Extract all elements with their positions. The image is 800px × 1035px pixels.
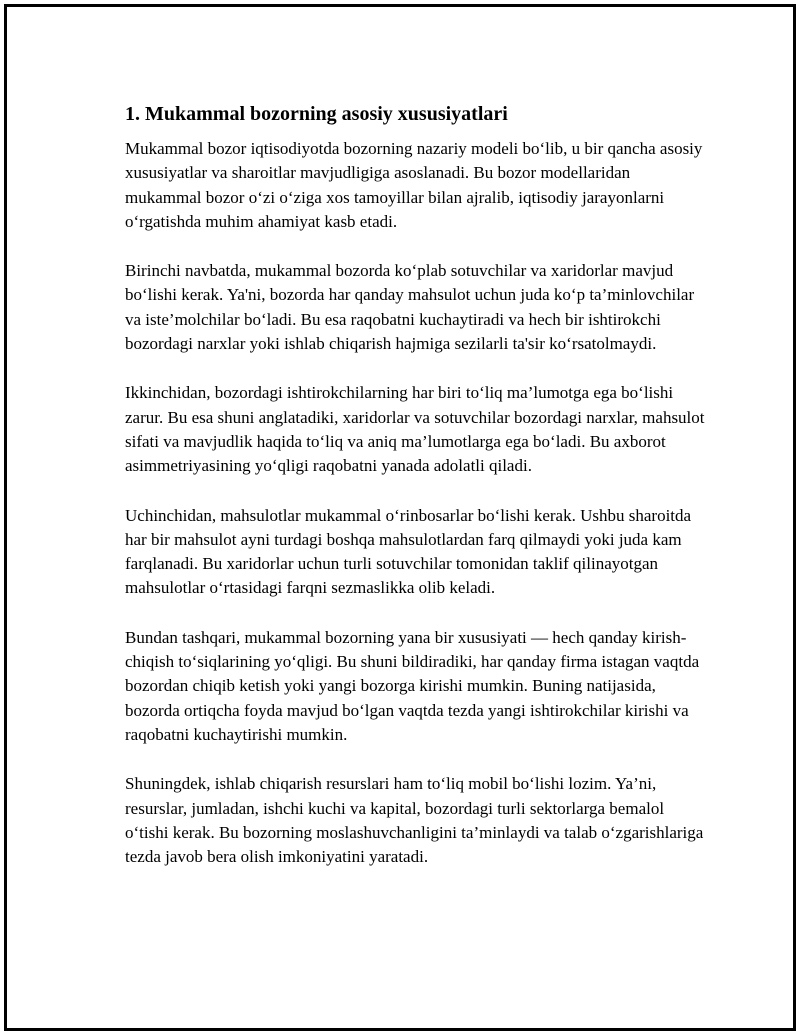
paragraph-2: Birinchi navbatda, mukammal bozorda ko‘plab sotuvchilar va xaridorlar mavjud bo‘lishi kerak. Ya'ni, bozorda har qanday mahsulot uchun juda ko‘p ta’minlovchilar va iste’molchilar bo‘ladi. Bu esa raqobatni kuchaytiradi va hech bir ishtirokchi bozordagi narxlar yoki ishlab chiqarish hajmiga sezilarli ta'sir ko‘rsatolmaydi. [125, 261, 695, 354]
paragraph-6: Shuningdek, ishlab chiqarish resurslari ham to‘liq mobil bo‘lishi lozim. Ya’ni, resurslar, jumladan, ishchi kuchi va kapital, bozordagi turli sektorlarga bemalol o‘tishi kerak. Bu bozorning moslashuvchanligini ta’minlaydi va talab o‘zgarishlariga tezda javob bera olish imkoniyatini yaratadi. [125, 774, 704, 867]
paragraph-1: Mukammal bozor iqtisodiyotda bozorning nazariy modeli bo‘lib, u bir qancha asosiy xususiyatlar va sharoitlar mavjudligiga asoslanadi. Bu bozor modellaridan mukammal bozor o‘zi o‘ziga xos tamoyillar bilan ajralib, iqtisodiy jarayonlarni o‘rgatishda muhim ahamiyat kasb etadi. [125, 139, 703, 231]
paragraph-3: Ikkinchidan, bozordagi ishtirokchilarning har biri to‘liq ma’lumotga ega bo‘lishi zarur. Bu esa shuni anglatadiki, xaridorlar va sotuvchilar bozordagi narxlar, mahsulot sifati va mavjudlik haqida to‘liq va aniq ma’lumotlarga ega bo‘ladi. Bu axborot asimmetriyasining yo‘qligi raqobatni yanada adolatli qiladi. [125, 383, 705, 476]
section-heading: 1. Mukammal bozorning asosiy xususiyatlari [125, 103, 508, 125]
page-frame [4, 4, 796, 1031]
document-body [125, 101, 705, 894]
paragraph-4: Uchinchidan, mahsulotlar mukammal o‘rinbosarlar bo‘lishi kerak. Ushbu sharoitda har bir mahsulot ayni turdagi boshqa mahsulotlardan farq qilmaydi yoki juda kam farqlanadi. Bu xaridorlar uchun turli sotuvchilar tomonidan taklif qilinayotgan mahsulotlar o‘rtasidagi farqni sezmaslikka olib keladi. [125, 505, 692, 598]
paragraph-5: Bundan tashqari, mukammal bozorning yana bir xususiyati — hech qanday kirish-chiqish to‘siqlarining yo‘qligi. Bu shuni bildiradiki, har qanday firma istagan vaqtda bozordan chiqib ketish yoki yangi bozorga kirishi mumkin. Buning natijasida, bozorda ortiqcha foyda mavjud bo‘lgan vaqtda tezda yangi ishtirokchilar kirishi va raqobatni kuchaytirishi mumkin. [125, 627, 700, 744]
